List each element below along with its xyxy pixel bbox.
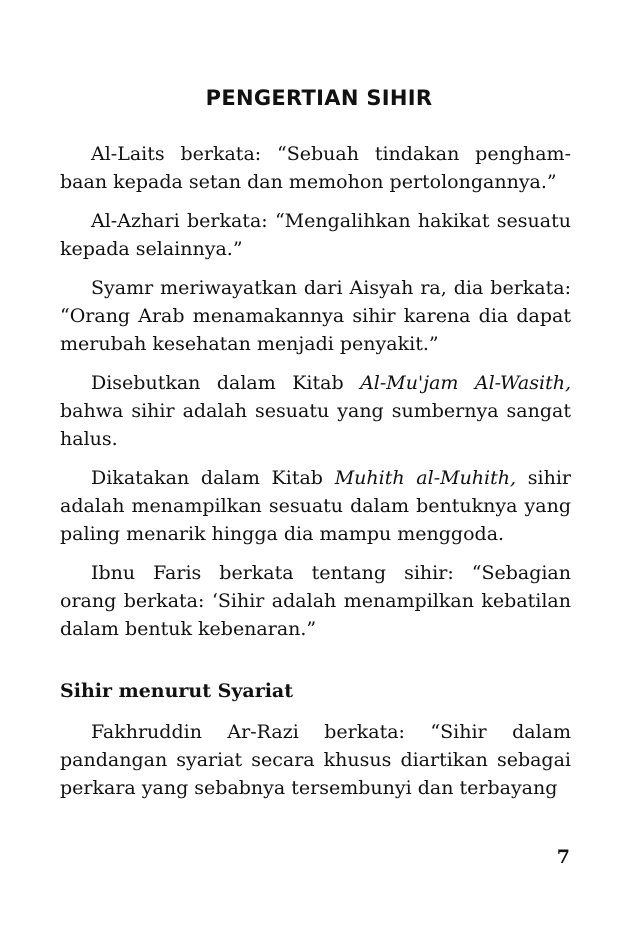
paragraph-ibnu-faris: Ibnu Faris berkata tentang sihir: “Sebagian orang berkata: ‘Sihir adalah menampilkan kebatilan dalam bentuk kebenaran.” <box>60 562 571 640</box>
book-title-al-mujam: Al-Mu'jam Al-Wasith, <box>360 372 571 394</box>
paragraph-al-mujam <box>60 369 571 453</box>
paragraph-fakhruddin: Fakhruddin Ar-Razi berkata: “Sihir dalam pandangan syariat secara khusus diartikan sebagai perkara yang sebabnya tersembunyi dan terbayang <box>60 721 571 799</box>
paragraph-muhith <box>60 464 571 548</box>
page-number: 7 <box>556 846 570 868</box>
paragraph-al-mujam-rest: bahwa sihir adalah sesuatu yang sumbernya sangat halus. <box>60 400 571 450</box>
paragraph-al-azhari: Al-Azhari berkata: “Mengalihkan hakikat sesuatu kepada selainnya.” <box>60 210 571 260</box>
book-title-muhith: Muhith al-Muhith, <box>334 467 517 489</box>
page-body <box>60 140 571 813</box>
paragraph-syamr: Syamr meriwayatkan dari Aisyah ra, dia berkata: “Orang Arab menamakannya sihir karena dia dapat merubah kesehatan menjadi penyakit.” <box>60 277 571 355</box>
paragraph-al-mujam-lead: Disebutkan dalam Kitab <box>91 372 361 394</box>
section-subheading: Sihir menurut Syariat <box>60 680 294 702</box>
paragraph-muhith-lead: Dikatakan dalam Kitab <box>91 467 335 489</box>
chapter-title: PENGERTIAN SIHIR <box>205 86 433 110</box>
paragraph-muhith-rest: sihir adalah menampilkan sesuatu dalam bentuknya yang paling menarik hingga dia mampu menggoda. <box>60 467 571 545</box>
paragraph-al-laits: Al-Laits berkata: “Sebuah tindakan penghambaan kepada setan dan memohon pertolongannya.” <box>60 143 571 193</box>
